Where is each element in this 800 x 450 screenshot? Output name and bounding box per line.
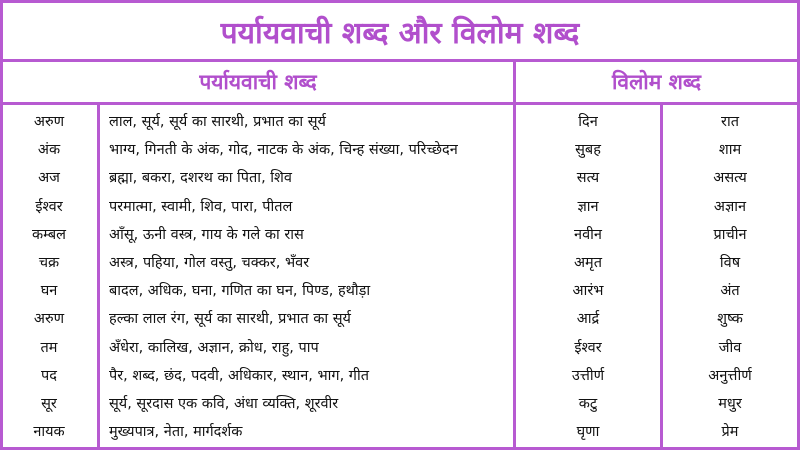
antonym-opposite-cell: प्रेम <box>721 424 739 441</box>
table-row <box>3 333 797 361</box>
word-cell: नायक <box>33 424 65 441</box>
synonyms-cell: हल्का लाल रंग, सूर्य का सारथी, प्रभात का सूर्य <box>109 311 351 328</box>
synonyms-cell: बादल, अधिक, घना, गणित का घन, पिण्ड, हथौड़ा <box>109 283 371 300</box>
word-cell: अंक <box>37 142 61 159</box>
antonym-cell: ईश्वर <box>574 339 602 356</box>
synonyms-cell: परमात्मा, स्वामी, शिव, पारा, पीतल <box>109 198 293 215</box>
table-row <box>3 276 797 304</box>
table-row <box>3 135 797 163</box>
antonym-cell: कटु <box>578 395 598 412</box>
antonym-opposite-cell: मधुर <box>718 395 742 412</box>
antonym-cell: दिन <box>578 114 598 131</box>
word-cell: ईश्वर <box>35 198 63 215</box>
synonyms-cell: लाल, सूर्य, सूर्य का सारथी, प्रभात का सूर्य <box>109 114 326 131</box>
synonyms-cell: अस्त्र, पहिया, गोल वस्तु, चक्कर, भँवर <box>109 255 310 272</box>
table-row <box>3 107 797 135</box>
table-body <box>3 107 797 445</box>
antonym-opposite-cell: प्राचीन <box>713 226 747 243</box>
header-divider <box>3 102 797 105</box>
antonym-opposite-cell: अंत <box>720 283 740 300</box>
table-row <box>3 361 797 389</box>
antonym-opposite-cell: विष <box>719 255 741 272</box>
page-title: पर्यायवाची शब्द और विलोम शब्द <box>3 3 797 62</box>
antonym-cell: अमृत <box>573 255 602 272</box>
table-row <box>3 248 797 276</box>
word-cell: अज <box>38 170 60 187</box>
antonym-cell: सत्य <box>576 170 600 187</box>
antonym-opposite-cell: अनुत्तीर्ण <box>708 367 752 384</box>
antonym-opposite-cell: शुष्क <box>717 311 743 328</box>
antonym-cell: सुबह <box>575 142 601 159</box>
word-cell: अरुण <box>33 114 65 131</box>
word-cell: तम <box>40 339 58 356</box>
antonym-opposite-cell: असत्य <box>713 170 747 187</box>
synonyms-cell: ब्रह्मा, बकरा, दशरथ का पिता, शिव <box>109 170 292 187</box>
antonym-cell: नवीन <box>574 226 602 243</box>
antonym-cell: आर्द्र <box>576 311 600 328</box>
word-cell: सूर <box>41 395 57 412</box>
table-row <box>3 304 797 332</box>
word-cell: अरुण <box>33 311 65 328</box>
antonym-opposite-cell: शाम <box>718 142 742 159</box>
antonym-cell: घृणा <box>576 424 600 441</box>
antonyms-header: विलोम शब्द <box>611 70 702 94</box>
word-cell: चक्र <box>38 255 60 272</box>
synonyms-cell: भाग्य, गिनती के अंक, गोद, नाटक के अंक, चिन्ह संख्या, परिच्छेदन <box>109 142 458 159</box>
synonyms-cell: अँधेरा, कालिख, अज्ञान, क्रोध, राहु, पाप <box>109 339 319 356</box>
synonyms-cell: सूर्य, सूरदास एक कवि, अंधा व्यक्ति, शूरवीर <box>109 395 339 412</box>
antonym-opposite-cell: अज्ञान <box>713 198 747 215</box>
synonyms-cell: मुख्यपात्र, नेता, मार्गदर्शक <box>109 424 243 441</box>
word-cell: पद <box>41 367 57 384</box>
word-cell: घन <box>40 283 58 300</box>
table-row <box>3 389 797 417</box>
table-row <box>3 163 797 191</box>
table-row <box>3 192 797 220</box>
synonyms-cell: आँसू, ऊनी वस्त्र, गाय के गले का रास <box>109 226 304 243</box>
table-row <box>3 417 797 445</box>
antonym-cell: उत्तीर्ण <box>571 367 605 384</box>
word-cell: कम्बल <box>32 226 66 243</box>
table-row <box>3 220 797 248</box>
antonym-cell: आरंभ <box>572 283 604 300</box>
antonym-opposite-cell: रात <box>721 114 739 131</box>
synonyms-cell: पैर, शब्द, छंद, पदवी, अधिकार, स्थान, भाग, गीत <box>109 367 369 384</box>
antonym-opposite-cell: जीव <box>718 339 742 356</box>
synonyms-header: पर्यायवाची शब्द <box>199 70 317 94</box>
antonym-cell: ज्ञान <box>577 198 599 215</box>
